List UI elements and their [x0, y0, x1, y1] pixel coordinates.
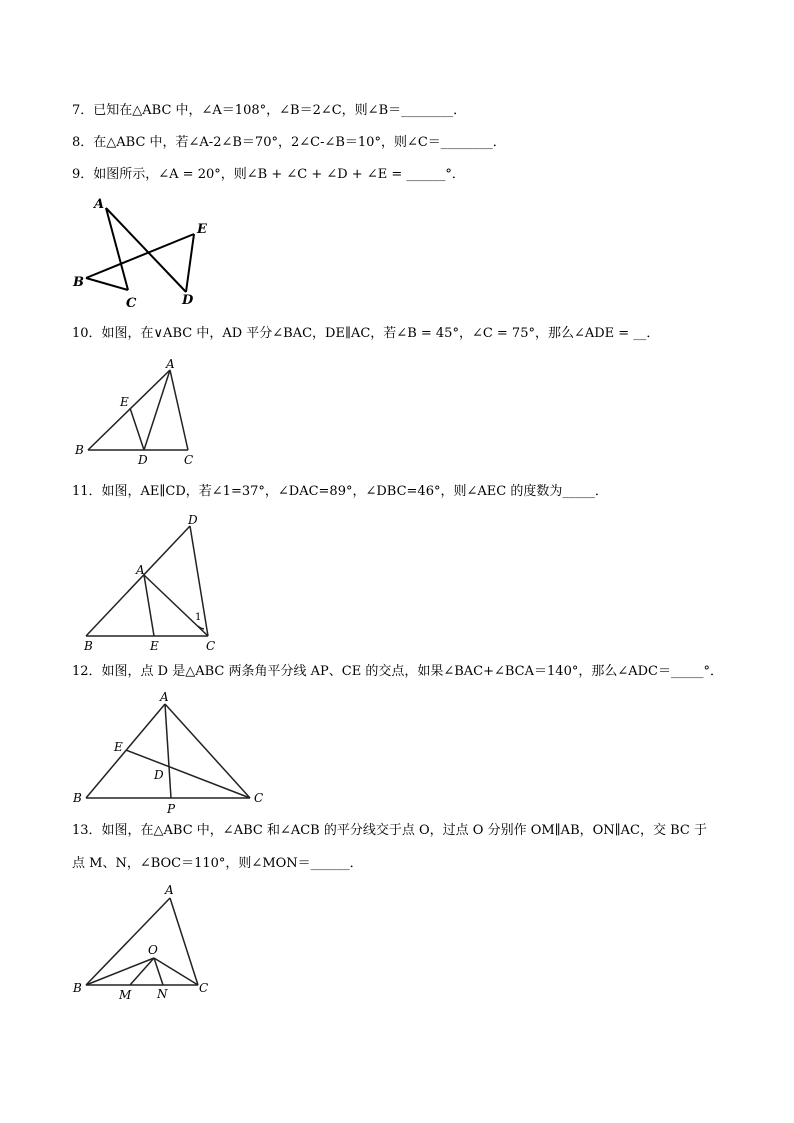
question-7: 7．已知在△ABC 中，∠A＝108°，∠B＝2∠C，则∠B＝________． [72, 103, 467, 118]
fig10-label-e: E [120, 395, 129, 409]
fig9-label-b: B [73, 275, 84, 290]
question-10: 10．如图，在∨ABC 中，AD 平分∠BAC，DE∥AC，若∠B = 45°，∠C = 75°，那么∠ADE = __． [72, 326, 660, 341]
figure-13 [70, 880, 220, 1005]
fig11-label-a: A [136, 563, 145, 577]
question-13-line-1: 13．如图，在△ABC 中，∠ABC 和∠ACB 的平分线交于点 O，过点 O 分别作 OM∥AB，ON∥AC，交 BC 于 [72, 823, 708, 838]
fig13-label-b: B [73, 981, 82, 995]
fig11-label-1: 1 [195, 612, 202, 623]
fig9-label-d: D [182, 293, 194, 308]
question-9: 9．如图所示，∠A = 20°，则∠B + ∠C + ∠D + ∠E = ______°． [72, 167, 465, 182]
fig11-label-b: B [84, 639, 93, 653]
fig11-label-e: E [150, 639, 159, 653]
fig13-label-n: N [157, 987, 168, 1001]
question-11: 11．如图，AE∥CD，若∠1=37°，∠DAC=89°，∠DBC=46°，则∠AEC 的度数为_____． [72, 484, 608, 499]
fig10-label-c: C [184, 453, 194, 467]
figure-12 [70, 688, 270, 818]
fig11-label-d: D [188, 513, 198, 527]
fig13-label-c: C [199, 981, 209, 995]
fig11-label-c: C [206, 639, 216, 653]
figure-9 [70, 192, 220, 312]
figure-11 [70, 512, 230, 657]
fig12-label-b: B [73, 791, 82, 805]
fig9-label-e: E [197, 222, 207, 237]
fig9-label-c: C [126, 296, 137, 311]
fig12-label-c: C [254, 791, 264, 805]
figure-10 [70, 356, 210, 471]
fig10-label-d: D [138, 453, 148, 467]
fig10-label-a: A [166, 357, 175, 371]
fig12-label-a: A [160, 690, 169, 704]
question-8: 8．在△ABC 中，若∠A-2∠B＝70°，2∠C-∠B＝10°，则∠C＝________． [72, 135, 506, 150]
question-13-line-2: 点 M、N，∠BOC＝110°，则∠MON＝______． [72, 856, 363, 871]
fig9-label-a: A [94, 197, 105, 212]
fig12-label-p: P [167, 802, 176, 816]
fig10-label-b: B [75, 443, 84, 457]
fig12-label-e: E [114, 740, 123, 754]
fig13-label-o: O [148, 943, 158, 957]
fig12-label-d: D [154, 768, 164, 782]
fig13-label-a: A [165, 883, 174, 897]
question-12: 12．如图，点 D 是△ABC 两条角平分线 AP、CE 的交点，如果∠BAC+∠BCA＝140°，那么∠ADC＝_____°． [72, 664, 723, 679]
fig13-label-m: M [119, 988, 132, 1002]
